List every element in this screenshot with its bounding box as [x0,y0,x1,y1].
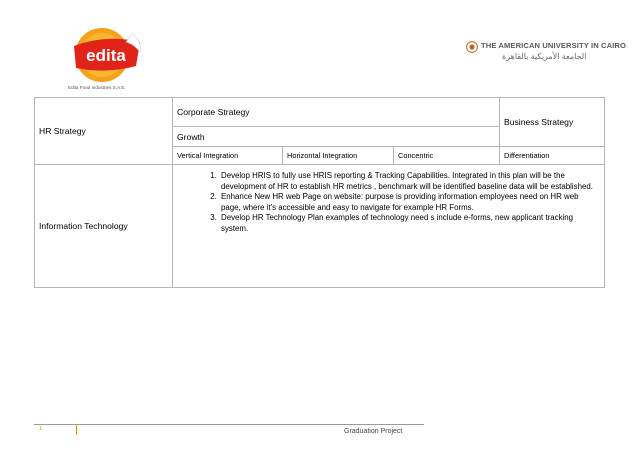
table-header-row [35,98,605,127]
information-technology-label: Information Technology [35,165,173,288]
page-number: 1 [37,426,77,436]
list-item: 2. Enhance New HR web Page on website: purpose is providing information employees need on HR web page, where it's accessible and easy to navigate for example HR Forms. [219,192,594,213]
corporate-strategy-header: Corporate Strategy [173,98,500,127]
sub-header-concentric: Concentric [394,147,500,165]
footer-title: Graduation Project [344,428,403,435]
edita-logo [66,24,146,86]
auc-name-ar: الجامعة الأمريكية بالقاهرة [502,52,587,61]
table-row [35,165,605,288]
sub-header-horizontal-integration: Horizontal Integration [283,147,394,165]
sub-header-differentiation: Differentiation [500,147,605,165]
auc-seal-icon [466,41,478,53]
edita-caption: Edita Food Industries S.A.E. [68,85,126,90]
page-number-accent [76,425,77,435]
strategy-table [34,97,605,288]
growth-header: Growth [173,127,500,147]
list-item: 3. Develop HR Technology Plan examples of technology need s include e-forms, new applicant tracking system. [219,213,594,234]
hr-strategy-header: HR Strategy [35,98,173,165]
information-technology-plans [173,165,605,288]
list-item: 1. Develop HRIS to fully use HRIS reporting & Tracking Capabilities. Integrated in this plan will be the development of HR to establish HR metrics , benchmark will be identified baseline data will be established. [219,171,594,192]
plan-list [177,171,594,235]
auc-logo [466,40,626,64]
sub-header-vertical-integration: Vertical Integration [173,147,283,165]
business-strategy-header: Business Strategy [500,98,605,147]
edita-logo-text: edita [86,46,126,65]
footer-divider [34,424,424,425]
auc-name-en: THE AMERICAN UNIVERSITY IN CAIRO [481,41,626,50]
